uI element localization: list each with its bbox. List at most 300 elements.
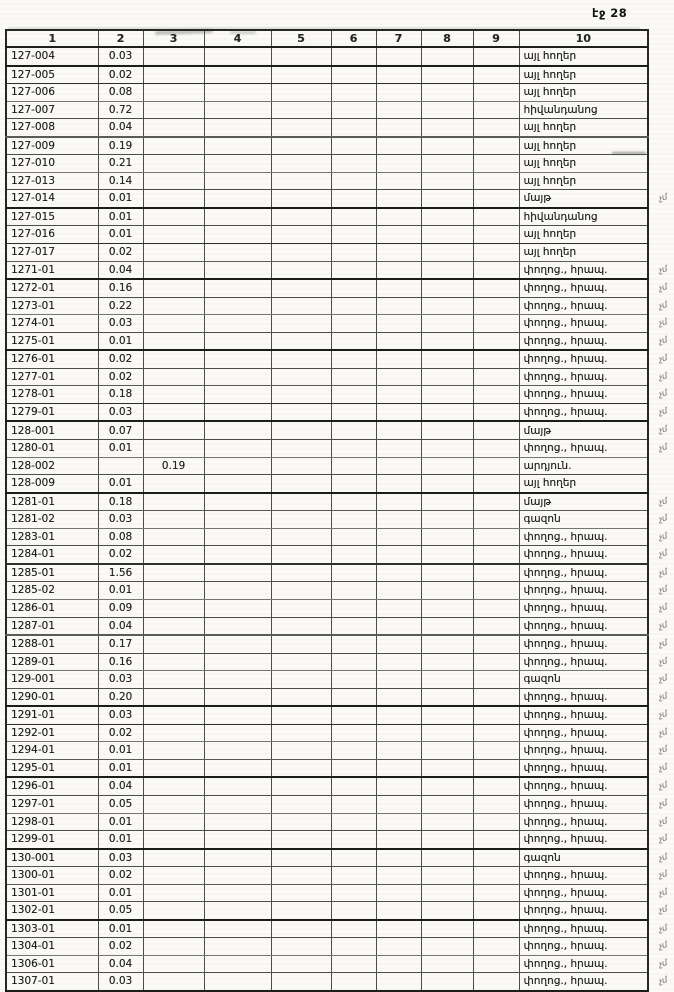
cell-col8-empty: [421, 66, 473, 84]
cell-land-use: [519, 938, 668, 956]
cell-col7-empty: [376, 226, 421, 244]
cell-col2-value: 0.02: [98, 938, 143, 956]
cell-col9-empty: [473, 421, 519, 439]
cell-col3-value: [143, 261, 204, 279]
land-use-label: փողոց., հրապ.: [523, 940, 608, 953]
cell-col7-empty: [376, 244, 421, 262]
cell-land-use: [519, 172, 648, 190]
cell-col4-empty: [204, 511, 271, 529]
cell-col6-empty: [331, 457, 376, 475]
cell-col6-empty: [331, 742, 376, 760]
cell-col3-value: [143, 172, 204, 190]
margin-pencil-mark: չմ: [658, 904, 668, 917]
cell-col9-empty: [473, 119, 519, 137]
table-row: [6, 599, 648, 617]
cell-col6-empty: [331, 795, 376, 813]
cell-parcel-code: 127-007: [6, 101, 98, 119]
cell-col8-empty: [421, 172, 473, 190]
cell-land-use: [519, 66, 648, 84]
cell-col8-empty: [421, 47, 473, 66]
cell-land-use: [519, 849, 668, 867]
cell-parcel-code: 1291-01: [6, 706, 98, 724]
cell-col2-value: 0.01: [98, 208, 143, 226]
cell-col6-empty: [331, 813, 376, 831]
cell-parcel-code: 1296-01: [6, 777, 98, 795]
cell-col4-empty: [204, 493, 271, 511]
cell-col6-empty: [331, 599, 376, 617]
cell-col5-empty: [271, 635, 331, 653]
cell-col5-empty: [271, 849, 331, 867]
land-use-label: հիվանդանոց: [523, 103, 598, 116]
cell-col9-empty: [473, 795, 519, 813]
cell-land-use: [519, 475, 648, 493]
land-use-label: փողոց., հրապ.: [523, 886, 608, 899]
cell-col9-empty: [473, 457, 519, 475]
cell-col2-value: 0.03: [98, 849, 143, 867]
cell-col2-value: 0.01: [98, 920, 143, 938]
cell-parcel-code: 1287-01: [6, 617, 98, 635]
cell-col2-value: 0.72: [98, 101, 143, 119]
cell-col5-empty: [271, 440, 331, 458]
land-use-label: փողոց., հրապ.: [523, 797, 608, 810]
cell-col7-empty: [376, 582, 421, 600]
cell-parcel-code: 127-009: [6, 137, 98, 155]
cell-col6-empty: [331, 511, 376, 529]
margin-pencil-mark: չմ: [658, 388, 668, 401]
cell-col2-value: 0.08: [98, 84, 143, 102]
cell-parcel-code: 127-013: [6, 172, 98, 190]
cell-col3-value: [143, 84, 204, 102]
land-use-label: փողոց., հրապ.: [523, 690, 608, 703]
cell-col9-empty: [473, 493, 519, 511]
cell-col8-empty: [421, 137, 473, 155]
cell-col4-empty: [204, 403, 271, 421]
cell-land-use: [519, 511, 668, 529]
column-header-4: 4: [204, 30, 271, 47]
cell-col6-empty: [331, 759, 376, 777]
cell-col5-empty: [271, 47, 331, 66]
cell-col2-value: 0.17: [98, 635, 143, 653]
cell-col8-empty: [421, 777, 473, 795]
cell-col7-empty: [376, 546, 421, 564]
cell-col2-value: 0.03: [98, 403, 143, 421]
cell-col3-value: [143, 777, 204, 795]
cell-parcel-code: 1281-02: [6, 511, 98, 529]
cell-land-use: [519, 742, 668, 760]
cell-col8-empty: [421, 955, 473, 973]
cell-col4-empty: [204, 582, 271, 600]
table-row: [6, 47, 648, 66]
cell-col8-empty: [421, 368, 473, 386]
cell-parcel-code: 1300-01: [6, 867, 98, 885]
cell-land-use: [519, 671, 668, 689]
cell-col6-empty: [331, 582, 376, 600]
cell-col8-empty: [421, 724, 473, 742]
cell-col9-empty: [473, 777, 519, 795]
table-row: [6, 386, 648, 404]
cell-parcel-code: 127-005: [6, 66, 98, 84]
cell-land-use: [519, 546, 668, 564]
cell-col7-empty: [376, 653, 421, 671]
cell-col5-empty: [271, 66, 331, 84]
cell-col7-empty: [376, 511, 421, 529]
land-use-label: փողոց., հրապ.: [523, 548, 608, 561]
table-row: [6, 440, 648, 458]
margin-pencil-mark: չմ: [658, 584, 668, 597]
cell-land-use: [519, 440, 668, 458]
land-use-label: փողոց., հրապ.: [523, 780, 608, 793]
cell-col4-empty: [204, 279, 271, 297]
cell-col2-value: 0.05: [98, 795, 143, 813]
cell-col4-empty: [204, 546, 271, 564]
cell-col8-empty: [421, 759, 473, 777]
cell-land-use: [519, 155, 648, 173]
land-use-label: մայթ: [523, 495, 551, 508]
cell-col8-empty: [421, 884, 473, 902]
cell-parcel-code: 1281-01: [6, 493, 98, 511]
cell-col5-empty: [271, 137, 331, 155]
cell-land-use: [519, 635, 668, 653]
cell-col7-empty: [376, 617, 421, 635]
margin-pencil-mark: չմ: [658, 762, 668, 774]
cell-land-use: [519, 831, 668, 849]
table-row: [6, 297, 648, 315]
margin-pencil-mark: չմ: [658, 263, 668, 276]
cell-land-use: [519, 617, 668, 635]
cell-col7-empty: [376, 493, 421, 511]
cell-col7-empty: [376, 920, 421, 938]
cell-land-use: [519, 350, 668, 368]
cell-col4-empty: [204, 368, 271, 386]
cell-col2-value: 0.03: [98, 315, 143, 333]
table-row: [6, 938, 648, 956]
cell-col5-empty: [271, 421, 331, 439]
table-header: [6, 30, 648, 47]
cell-col4-empty: [204, 475, 271, 493]
cell-col6-empty: [331, 867, 376, 885]
cell-col6-empty: [331, 119, 376, 137]
cell-land-use: [519, 902, 668, 920]
cell-col3-value: [143, 635, 204, 653]
land-use-label: փողոց., հրապ.: [523, 638, 608, 651]
cell-col4-empty: [204, 849, 271, 867]
margin-pencil-mark: չմ: [658, 726, 668, 739]
table-row: [6, 475, 648, 493]
cell-col5-empty: [271, 902, 331, 920]
margin-pencil-mark: չմ: [658, 530, 668, 543]
cell-col4-empty: [204, 137, 271, 155]
table-row: [6, 172, 648, 190]
cell-col4-empty: [204, 706, 271, 724]
cell-col8-empty: [421, 653, 473, 671]
cell-col9-empty: [473, 671, 519, 689]
cell-col7-empty: [376, 315, 421, 333]
cell-col6-empty: [331, 528, 376, 546]
cell-col5-empty: [271, 315, 331, 333]
cell-col8-empty: [421, 849, 473, 867]
table-row: [6, 208, 648, 226]
land-use-label: այլ հողեր: [523, 477, 577, 490]
cell-col4-empty: [204, 332, 271, 350]
margin-pencil-mark: չմ: [658, 833, 668, 845]
cell-col7-empty: [376, 902, 421, 920]
cell-parcel-code: 1303-01: [6, 920, 98, 938]
land-use-label: այլ հողեր: [523, 228, 577, 241]
cell-col3-value: [143, 973, 204, 991]
land-use-label: գազոն: [523, 851, 561, 864]
cell-col6-empty: [331, 902, 376, 920]
cell-col9-empty: [473, 226, 519, 244]
table-row: [6, 653, 648, 671]
cell-col2-value: 0.22: [98, 297, 143, 315]
cell-col6-empty: [331, 279, 376, 297]
cell-parcel-code: 1292-01: [6, 724, 98, 742]
margin-pencil-mark: չմ: [658, 744, 668, 757]
cell-col8-empty: [421, 386, 473, 404]
land-use-label: գազոն: [523, 513, 561, 526]
land-use-label: մայթ: [523, 424, 551, 437]
cell-col6-empty: [331, 47, 376, 66]
cell-col2-value: [98, 457, 143, 475]
margin-pencil-mark: չմ: [658, 282, 668, 294]
cell-parcel-code: 1279-01: [6, 403, 98, 421]
cell-col9-empty: [473, 955, 519, 973]
land-use-label: փողոց., հրապ.: [523, 655, 608, 668]
cell-col9-empty: [473, 653, 519, 671]
cell-col9-empty: [473, 706, 519, 724]
cell-col5-empty: [271, 528, 331, 546]
cell-parcel-code: 1272-01: [6, 279, 98, 297]
margin-pencil-mark: չմ: [658, 815, 668, 828]
cell-col4-empty: [204, 688, 271, 706]
cell-col4-empty: [204, 671, 271, 689]
margin-pencil-mark: չմ: [658, 317, 668, 330]
cell-col6-empty: [331, 190, 376, 208]
cell-col5-empty: [271, 511, 331, 529]
cell-col6-empty: [331, 84, 376, 102]
cell-col2-value: 0.04: [98, 261, 143, 279]
cell-col3-value: [143, 688, 204, 706]
cell-land-use: [519, 706, 668, 724]
cell-col9-empty: [473, 831, 519, 849]
margin-pencil-mark: չմ: [658, 192, 668, 205]
cell-col9-empty: [473, 350, 519, 368]
cell-parcel-code: 1276-01: [6, 350, 98, 368]
cell-land-use: [519, 724, 668, 742]
cell-col2-value: 0.01: [98, 831, 143, 849]
cell-parcel-code: 1307-01: [6, 973, 98, 991]
cell-col5-empty: [271, 671, 331, 689]
cell-col8-empty: [421, 920, 473, 938]
table-row: [6, 279, 648, 297]
cell-land-use: [519, 368, 668, 386]
cell-col3-value: [143, 297, 204, 315]
cell-col9-empty: [473, 137, 519, 155]
cell-col9-empty: [473, 635, 519, 653]
table-row: [6, 759, 648, 777]
cell-land-use: [519, 457, 648, 475]
cell-col8-empty: [421, 155, 473, 173]
cell-land-use: [519, 582, 668, 600]
cell-col3-value: [143, 813, 204, 831]
margin-pencil-mark: չմ: [658, 442, 668, 454]
cell-col2-value: 0.19: [98, 137, 143, 155]
cell-col6-empty: [331, 386, 376, 404]
table-row: [6, 724, 648, 742]
cell-land-use: [519, 528, 668, 546]
cell-col6-empty: [331, 671, 376, 689]
cell-col8-empty: [421, 208, 473, 226]
table-row: [6, 101, 648, 119]
margin-pencil-mark: չմ: [658, 406, 668, 418]
cell-parcel-code: 1297-01: [6, 795, 98, 813]
margin-pencil-mark: չմ: [658, 299, 668, 312]
cell-col5-empty: [271, 582, 331, 600]
cell-land-use: [519, 884, 668, 902]
cell-parcel-code: 128-009: [6, 475, 98, 493]
cell-col3-value: [143, 403, 204, 421]
land-use-label: փողոց., հրապ.: [523, 922, 608, 935]
cell-col3-value: [143, 671, 204, 689]
cell-parcel-code: 1295-01: [6, 759, 98, 777]
cell-col6-empty: [331, 368, 376, 386]
cell-land-use: [519, 101, 648, 119]
cell-col9-empty: [473, 849, 519, 867]
margin-pencil-mark: չմ: [658, 548, 668, 561]
table-row: [6, 421, 648, 439]
land-use-label: փողոց., հրապ.: [523, 530, 608, 543]
cell-col5-empty: [271, 403, 331, 421]
margin-pencil-mark: չմ: [658, 602, 668, 614]
table-row: [6, 831, 648, 849]
cell-col6-empty: [331, 938, 376, 956]
cell-col4-empty: [204, 795, 271, 813]
cell-land-use: [519, 867, 668, 885]
cell-col9-empty: [473, 155, 519, 173]
cell-col9-empty: [473, 742, 519, 760]
land-use-label: այլ հողեր: [523, 174, 577, 187]
cell-parcel-code: 129-001: [6, 671, 98, 689]
cell-land-use: [519, 653, 668, 671]
cell-col2-value: 0.04: [98, 955, 143, 973]
cell-col8-empty: [421, 706, 473, 724]
cell-col5-empty: [271, 706, 331, 724]
land-use-label: այլ հողեր: [523, 68, 577, 81]
cell-col2-value: 0.20: [98, 688, 143, 706]
cell-parcel-code: 1290-01: [6, 688, 98, 706]
cell-col9-empty: [473, 973, 519, 991]
column-header-2: 2: [98, 30, 143, 47]
cell-col3-value: [143, 66, 204, 84]
margin-pencil-mark: չմ: [658, 334, 668, 347]
cell-col7-empty: [376, 867, 421, 885]
cell-col7-empty: [376, 706, 421, 724]
table-row: [6, 119, 648, 137]
cell-col5-empty: [271, 332, 331, 350]
table-row: [6, 350, 648, 368]
table-row: [6, 261, 648, 279]
cell-col8-empty: [421, 742, 473, 760]
cell-parcel-code: 1273-01: [6, 297, 98, 315]
table-row: [6, 795, 648, 813]
cell-parcel-code: 1302-01: [6, 902, 98, 920]
land-parcel-table: [5, 29, 668, 992]
cell-col8-empty: [421, 297, 473, 315]
cell-col7-empty: [376, 155, 421, 173]
cell-col2-value: 0.01: [98, 475, 143, 493]
cell-col4-empty: [204, 831, 271, 849]
cell-col3-value: [143, 546, 204, 564]
cell-col3-value: [143, 332, 204, 350]
land-use-label: փողոց., հրապ.: [523, 282, 608, 295]
cell-col6-empty: [331, 831, 376, 849]
cell-col8-empty: [421, 261, 473, 279]
cell-land-use: [519, 315, 668, 333]
land-use-label: փողոց., հրապ.: [523, 405, 608, 418]
land-use-label: փողոց., հրապ.: [523, 869, 608, 882]
cell-col2-value: 1.56: [98, 564, 143, 582]
table-row: [6, 920, 648, 938]
cell-parcel-code: 1304-01: [6, 938, 98, 956]
cell-col4-empty: [204, 244, 271, 262]
cell-col9-empty: [473, 475, 519, 493]
cell-col4-empty: [204, 777, 271, 795]
cell-land-use: [519, 386, 668, 404]
cell-col4-empty: [204, 884, 271, 902]
cell-col6-empty: [331, 208, 376, 226]
column-header-3: 3: [143, 30, 204, 47]
cell-col7-empty: [376, 671, 421, 689]
column-header-1: 1: [6, 30, 98, 47]
cell-land-use: [519, 297, 668, 315]
table-row: [6, 564, 648, 582]
cell-col8-empty: [421, 582, 473, 600]
cell-col8-empty: [421, 332, 473, 350]
cell-parcel-code: 1278-01: [6, 386, 98, 404]
table-row: [6, 226, 648, 244]
cell-col2-value: 0.02: [98, 350, 143, 368]
cell-col8-empty: [421, 440, 473, 458]
cell-parcel-code: 1286-01: [6, 599, 98, 617]
cell-col4-empty: [204, 297, 271, 315]
cell-col4-empty: [204, 867, 271, 885]
cell-col7-empty: [376, 973, 421, 991]
cell-col3-value: [143, 795, 204, 813]
cell-col9-empty: [473, 208, 519, 226]
cell-col2-value: 0.21: [98, 155, 143, 173]
cell-parcel-code: 1285-01: [6, 564, 98, 582]
cell-col4-empty: [204, 920, 271, 938]
cell-land-use: [519, 973, 668, 991]
cell-col4-empty: [204, 759, 271, 777]
table-row: [6, 511, 648, 529]
cell-col5-empty: [271, 867, 331, 885]
cell-col2-value: 0.07: [98, 421, 143, 439]
cell-col7-empty: [376, 172, 421, 190]
table-row: [6, 582, 648, 600]
cell-col4-empty: [204, 564, 271, 582]
cell-col6-empty: [331, 955, 376, 973]
land-use-label: գազոն: [523, 673, 561, 686]
cell-land-use: [519, 279, 668, 297]
cell-col5-empty: [271, 973, 331, 991]
cell-col7-empty: [376, 938, 421, 956]
cell-col7-empty: [376, 635, 421, 653]
column-header-7: 7: [376, 30, 421, 47]
table-row: [6, 457, 648, 475]
cell-col7-empty: [376, 528, 421, 546]
table-row: [6, 332, 648, 350]
